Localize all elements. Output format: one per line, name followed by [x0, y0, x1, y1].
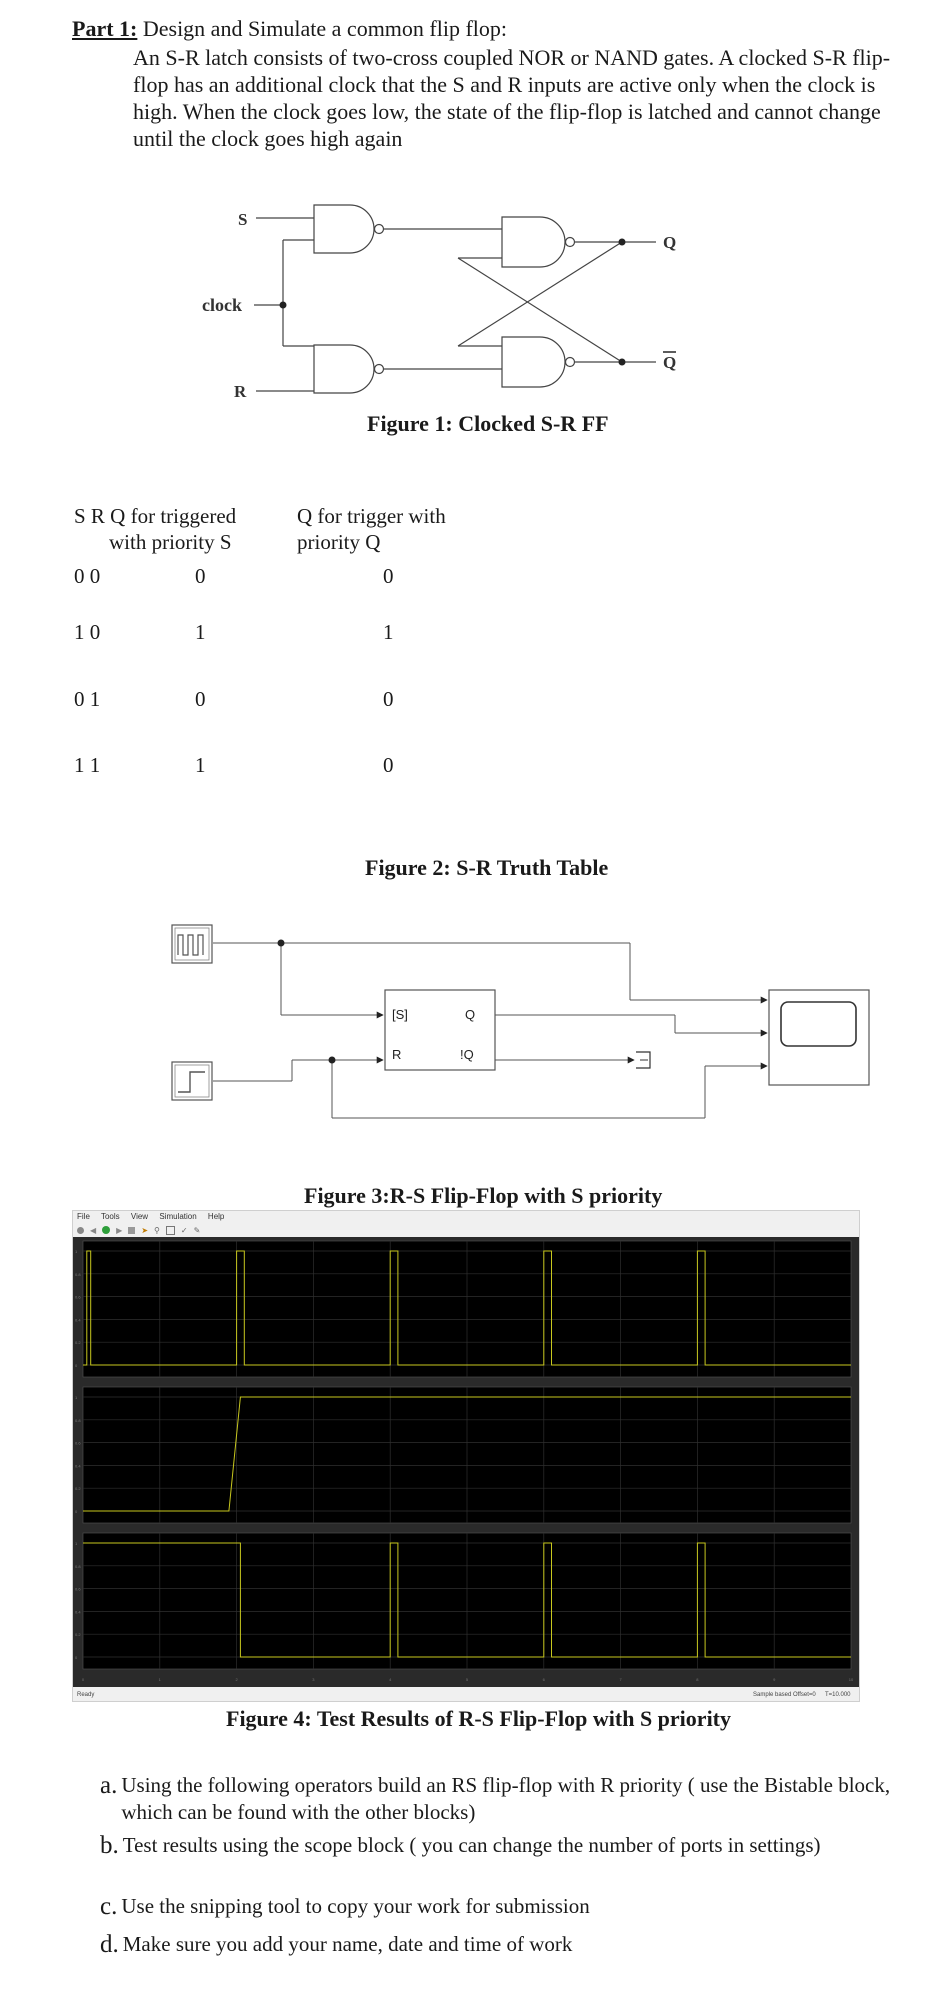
step-forward-icon[interactable]: ▶ — [116, 1225, 123, 1235]
bistable-label-nq: !Q — [460, 1047, 474, 1062]
status-time: T=10.000 — [825, 1692, 851, 1698]
task-text-c: Use the snipping tool to copy your work for submission — [121, 1894, 590, 1918]
stop-icon[interactable] — [128, 1227, 135, 1234]
x-tick-label: 0 — [81, 1677, 85, 1682]
x-tick-label: 10 — [848, 1677, 854, 1682]
status-sample-based: Sample based — [753, 1692, 792, 1698]
part-heading — [72, 16, 507, 42]
tt-row2-sr: 1 0 — [74, 620, 101, 644]
tt-row2-qr: 1 — [383, 620, 394, 644]
task-item-c — [100, 1893, 900, 1920]
scope-statusbar — [73, 1689, 859, 1701]
y-tick-label: 1 — [75, 1249, 78, 1254]
figure3-model — [0, 910, 947, 1130]
settings-icon[interactable] — [77, 1227, 84, 1234]
status-ready: Ready — [77, 1692, 95, 1698]
tt-row3-qs: 0 — [195, 687, 206, 711]
tt-header-col1-line2: with priority S — [109, 530, 232, 554]
x-tick-label: 2 — [235, 1677, 238, 1682]
x-tick-label: 5 — [465, 1677, 469, 1682]
tt-header-col1-line1: S R Q for triggered — [74, 504, 237, 528]
tt-row1-sr: 0 0 — [74, 564, 101, 588]
step-back-icon[interactable]: ◀ — [90, 1225, 97, 1235]
fig1-label-qbar: Q — [663, 353, 677, 372]
y-tick-label: 0.2 — [75, 1340, 81, 1346]
menu-view[interactable]: View — [130, 1212, 149, 1221]
menu-tools[interactable]: Tools — [100, 1212, 120, 1221]
y-tick-label: 0 — [75, 1655, 78, 1660]
figure1-circuit — [0, 190, 947, 401]
x-tick-label: 4 — [389, 1677, 392, 1682]
y-tick-label: 0.6 — [75, 1294, 81, 1300]
y-tick-label: 0 — [75, 1363, 78, 1368]
x-tick-label: 3 — [312, 1677, 315, 1682]
y-tick-label: 0.8 — [75, 1417, 81, 1423]
task-marker-a: a. — [100, 1772, 118, 1799]
tt-row2-qs: 1 — [195, 620, 206, 644]
y-tick-label: 1 — [75, 1395, 78, 1400]
x-tick-label: 9 — [773, 1677, 776, 1682]
task-text-d: Make sure you add your name, date and time of work — [122, 1932, 573, 1956]
y-tick-label: 1 — [75, 1541, 78, 1546]
tt-header-col2-line1: Q for trigger with — [297, 504, 446, 528]
task-text-a: Using the following operators build an RS flip-flop with R priority ( use the Bistable block, which can be found with the other blocks) — [121, 1773, 891, 1824]
fit-icon[interactable] — [166, 1226, 175, 1235]
pulse-generator-block[interactable] — [172, 925, 212, 963]
figure1-caption: Figure 1: Clocked S-R FF — [367, 411, 609, 436]
y-tick-label: 0.6 — [75, 1586, 81, 1592]
intro-paragraph: An S-R latch consists of two-cross coupled NOR or NAND gates. A clocked S-R flip-flop has an additional clock that the S and R inputs are active only when the clock is high. When the clock goes low, the state of the flip-flop is latched and cannot change until the clock goes high again — [133, 45, 891, 151]
terminator-block — [636, 1052, 650, 1068]
tt-header-col2-line2: priority Q — [297, 530, 381, 554]
figure2-caption: Figure 2: S-R Truth Table — [365, 855, 609, 880]
tt-row3-qr: 0 — [383, 687, 394, 711]
y-tick-label: 0.4 — [75, 1609, 81, 1615]
highlight-icon[interactable]: ➤ — [141, 1225, 149, 1235]
y-tick-label: 0.8 — [75, 1271, 81, 1277]
y-tick-label: 0.6 — [75, 1440, 81, 1446]
tt-row1-qr: 0 — [383, 564, 394, 588]
status-offset: Offset=0 — [793, 1692, 816, 1698]
step-block[interactable] — [172, 1062, 212, 1100]
task-text-b: Test results using the scope block ( you can change the number of ports in settings) — [122, 1833, 821, 1857]
cursor-icon[interactable]: ✓ — [180, 1225, 188, 1235]
edit-icon[interactable]: ✎ — [193, 1225, 201, 1235]
tt-row4-sr: 1 1 — [74, 753, 101, 777]
task-item-a — [100, 1772, 900, 1826]
scope-plot-area — [73, 1237, 859, 1687]
x-tick-label: 1 — [158, 1677, 161, 1682]
task-marker-b: b. — [100, 1832, 119, 1859]
zoom-icon[interactable]: ⚲ — [154, 1225, 160, 1235]
y-tick-label: 0.4 — [75, 1317, 81, 1323]
scope-panel-2 — [75, 1387, 851, 1523]
fig1-label-clock: clock — [202, 295, 242, 315]
fig1-label-s: S — [238, 210, 248, 229]
bistable-label-s: [S] — [392, 1007, 408, 1022]
part-title: Design and Simulate a common flip flop: — [137, 16, 508, 41]
scope-block[interactable] — [769, 990, 869, 1085]
menu-help[interactable]: Help — [207, 1212, 225, 1221]
task-marker-c: c. — [100, 1893, 118, 1920]
scope-window — [72, 1210, 860, 1702]
y-tick-label: 0 — [75, 1509, 78, 1514]
task-item-b — [100, 1832, 900, 1859]
y-tick-label: 0.8 — [75, 1563, 81, 1569]
run-icon[interactable] — [102, 1226, 110, 1234]
y-tick-label: 0.4 — [75, 1463, 81, 1469]
menu-simulation[interactable]: Simulation — [159, 1212, 197, 1221]
fig1-label-r: R — [234, 382, 247, 401]
tt-row1-qs: 0 — [195, 564, 206, 588]
tt-row4-qr: 0 — [383, 753, 394, 777]
x-tick-label: 6 — [542, 1677, 545, 1682]
scope-toolbar — [73, 1223, 859, 1237]
fig1-label-q: Q — [663, 233, 677, 252]
bistable-label-r: R — [392, 1047, 402, 1062]
y-tick-label: 0.2 — [75, 1486, 81, 1492]
bistable-block[interactable] — [385, 990, 495, 1070]
tt-row4-qs: 1 — [195, 753, 206, 777]
menu-file[interactable]: File — [77, 1212, 90, 1221]
task-marker-d: d. — [100, 1931, 119, 1958]
figure4-caption: Figure 4: Test Results of R-S Flip-Flop with S priority — [226, 1706, 732, 1731]
scope-panel-1 — [75, 1241, 851, 1377]
scope-menubar — [73, 1211, 859, 1223]
x-tick-label: 8 — [696, 1677, 699, 1682]
task-item-d — [100, 1931, 900, 1958]
x-tick-label: 7 — [619, 1677, 622, 1682]
y-tick-label: 0.2 — [75, 1632, 81, 1638]
bistable-label-q: Q — [465, 1007, 476, 1022]
figure3-caption: Figure 3:R-S Flip-Flop with S priority — [304, 1183, 663, 1208]
part-label: Part 1: — [72, 16, 138, 41]
scope-panel-3 — [75, 1533, 851, 1669]
tt-row3-sr: 0 1 — [74, 687, 101, 711]
